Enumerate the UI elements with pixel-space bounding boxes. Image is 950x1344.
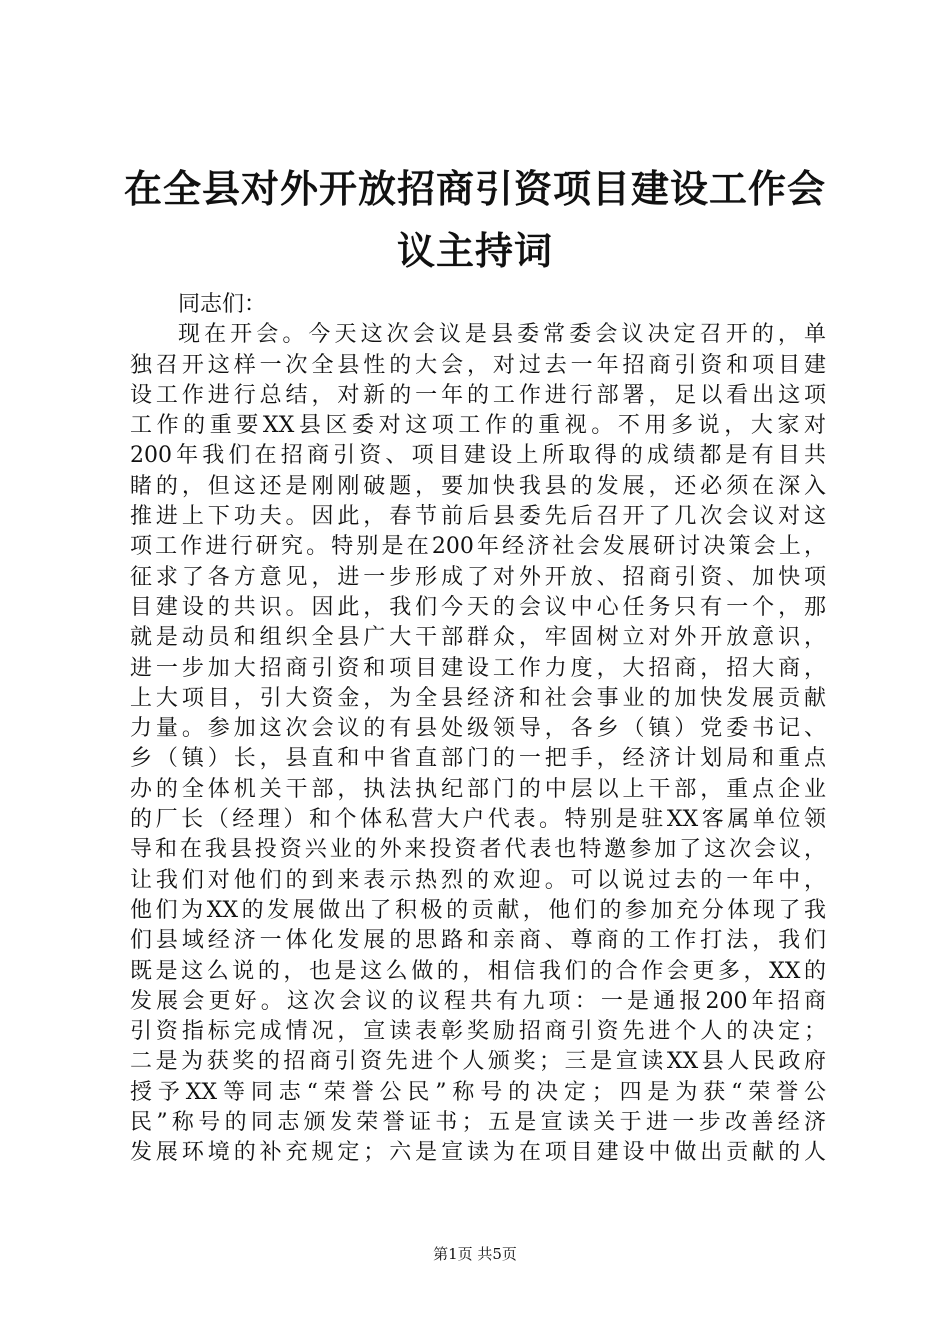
text-line: 的厂长（经理）和个体私营大户代表。特别是驻XX客属单位领 — [130, 807, 826, 833]
text-line: 设工作进行总结，对新的一年的工作进行部署，足以看出这项 — [130, 382, 826, 408]
text-line: 就是动员和组织全县广大干部群众，牢固树立对外开放意识， — [130, 625, 826, 651]
text-line: 独召开这样一次全县性的大会，对过去一年招商引资和项目建 — [130, 352, 826, 378]
text-line: 上大项目，引大资金，为全县经济和社会事业的加快发展贡献 — [130, 685, 826, 711]
salutation: 同志们： — [178, 292, 267, 317]
text-line: 办的全体机关干部，执法执纪部门的中层以上干部，重点企业 — [130, 776, 826, 802]
page-number-footer: 第1页 共5页 — [433, 1245, 517, 1263]
text-line: 既是这么说的，也是这么做的，相信我们的合作会更多，XX的 — [130, 958, 826, 984]
text-line: 推进上下功夫。因此，春节前后县委先后召开了几次会议对这 — [130, 504, 826, 530]
text-line: 项工作进行研究。特别是在200年经济社会发展研讨决策会上， — [130, 534, 826, 560]
text-line: 授予XX等同志“荣誉公民”称号的决定；四是为获“荣誉公 — [130, 1079, 826, 1105]
text-line: 们县域经济一体化发展的思路和亲商、尊商的工作打法，我们 — [130, 928, 826, 954]
text-line: 让我们对他们的到来表示热烈的欢迎。可以说过去的一年中， — [130, 867, 826, 893]
document-body — [130, 290, 826, 1169]
document-title: 在全县对外开放招商引资项目建设工作会议主持词 — [123, 167, 826, 273]
text-line: 睹的，但这还是刚刚破题，要加快我县的发展，还必须在深入 — [130, 473, 826, 499]
text-line: 乡（镇）长，县直和中省直部门的一把手，经济计划局和重点 — [130, 746, 826, 772]
text-line: 200年我们在招商引资、项目建设上所取得的成绩都是有目共 — [130, 443, 826, 469]
text-line: 力量。参加这次会议的有县处级领导，各乡（镇）党委书记、 — [130, 716, 826, 742]
text-line: 征求了各方意见，进一步形成了对外开放、招商引资、加快项 — [130, 564, 826, 590]
text-line: 二是为获奖的招商引资先进个人颁奖；三是宣读XX县人民政府 — [130, 1049, 826, 1075]
text-line: 导和在我县投资兴业的外来投资者代表也特邀参加了这次会议， — [130, 837, 826, 863]
text-line: 他们为XX的发展做出了积极的贡献，他们的参加充分体现了我 — [130, 897, 826, 923]
text-line: 目建设的共识。因此，我们今天的会议中心任务只有一个，那 — [130, 594, 826, 620]
text-line: 民”称号的同志颁发荣誉证书；五是宣读关于进一步改善经济 — [130, 1110, 826, 1136]
text-line: 发展会更好。这次会议的议程共有九项：一是通报200年招商 — [130, 988, 826, 1014]
text-line: 引资指标完成情况，宣读表彰奖励招商引资先进个人的决定； — [130, 1019, 826, 1045]
text-line: 现在开会。今天这次会议是县委常委会议决定召开的，单 — [178, 322, 826, 348]
text-line: 发展环境的补充规定；六是宣读为在项目建设中做出贡献的人 — [130, 1140, 826, 1166]
text-line: 进一步加大招商引资和项目建设工作力度，大招商，招大商， — [130, 655, 826, 681]
text-line: 工作的重要XX县区委对这项工作的重视。不用多说，大家对 — [130, 413, 826, 439]
